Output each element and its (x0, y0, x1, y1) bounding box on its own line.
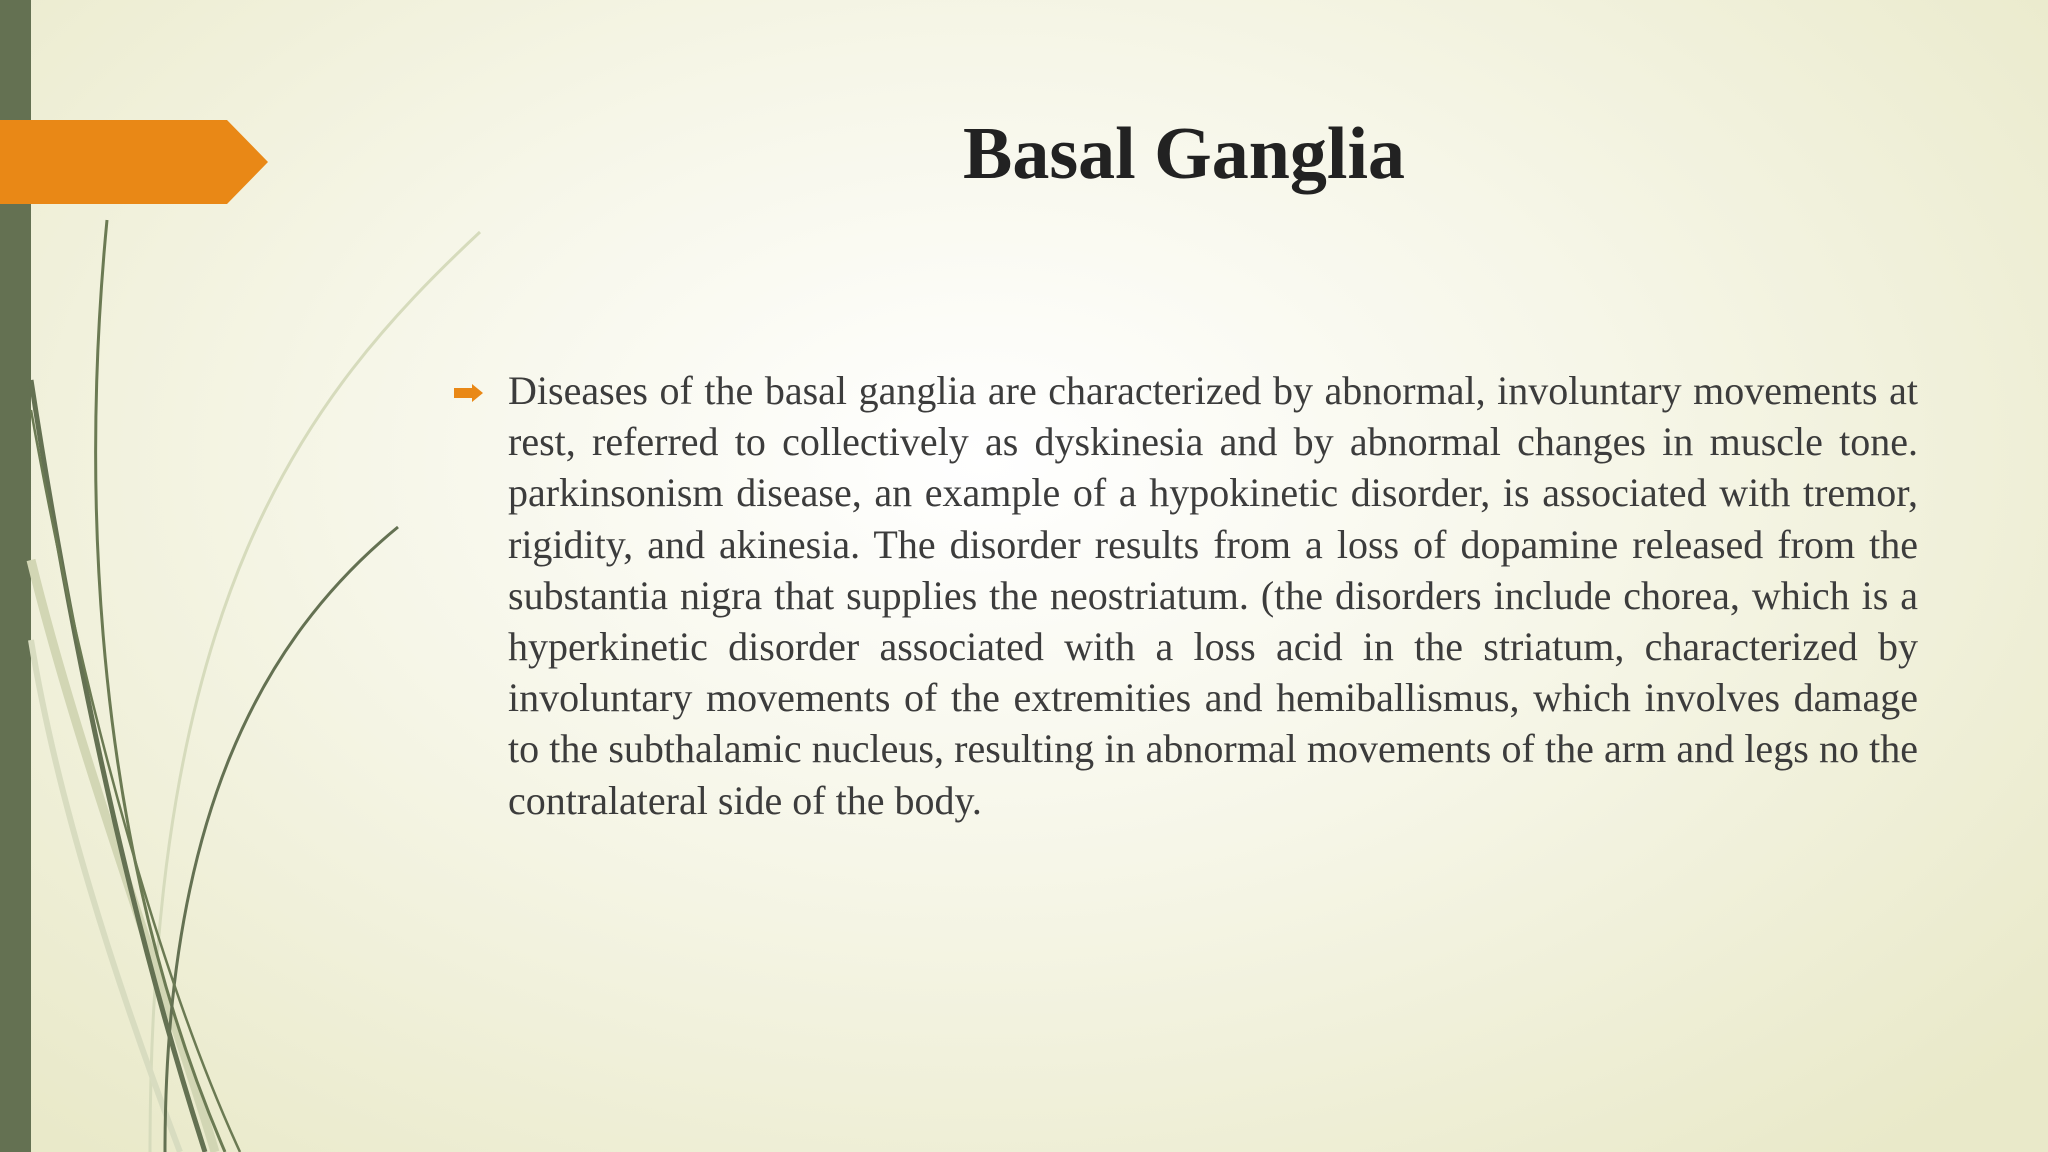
orange-arrow-bullet-icon (452, 383, 484, 403)
pale-curve-1 (150, 232, 480, 1152)
bullet-text: Diseases of the basal ganglia are characterized by abnormal, involuntary movements at rest, referred to collectively as dyskinesia and by abnormal changes in muscle tone. parkinsonism disease, an example of a hypokinetic disorder, is associated with tremor, rigidity, and akinesia. The disorder results from a loss of dopamine released from the substantia nigra that supplies the neostriatum. (the disorders include chorea, which is a hyperkinetic disorder associated with a loss acid in the striatum, characterized by involuntary movements of the extremities and hemiballismus, which involves damage to the subthalamic nucleus, resulting in abnormal movements of the arm and legs no the contralateral side of the body. (508, 368, 1918, 823)
stem-curve-1 (96, 220, 225, 1152)
pale-curve-3 (31, 640, 180, 1152)
orange-pennant-icon (0, 120, 268, 204)
slide-title: Basal Ganglia (962, 113, 1406, 195)
bullet-list (452, 365, 1918, 826)
